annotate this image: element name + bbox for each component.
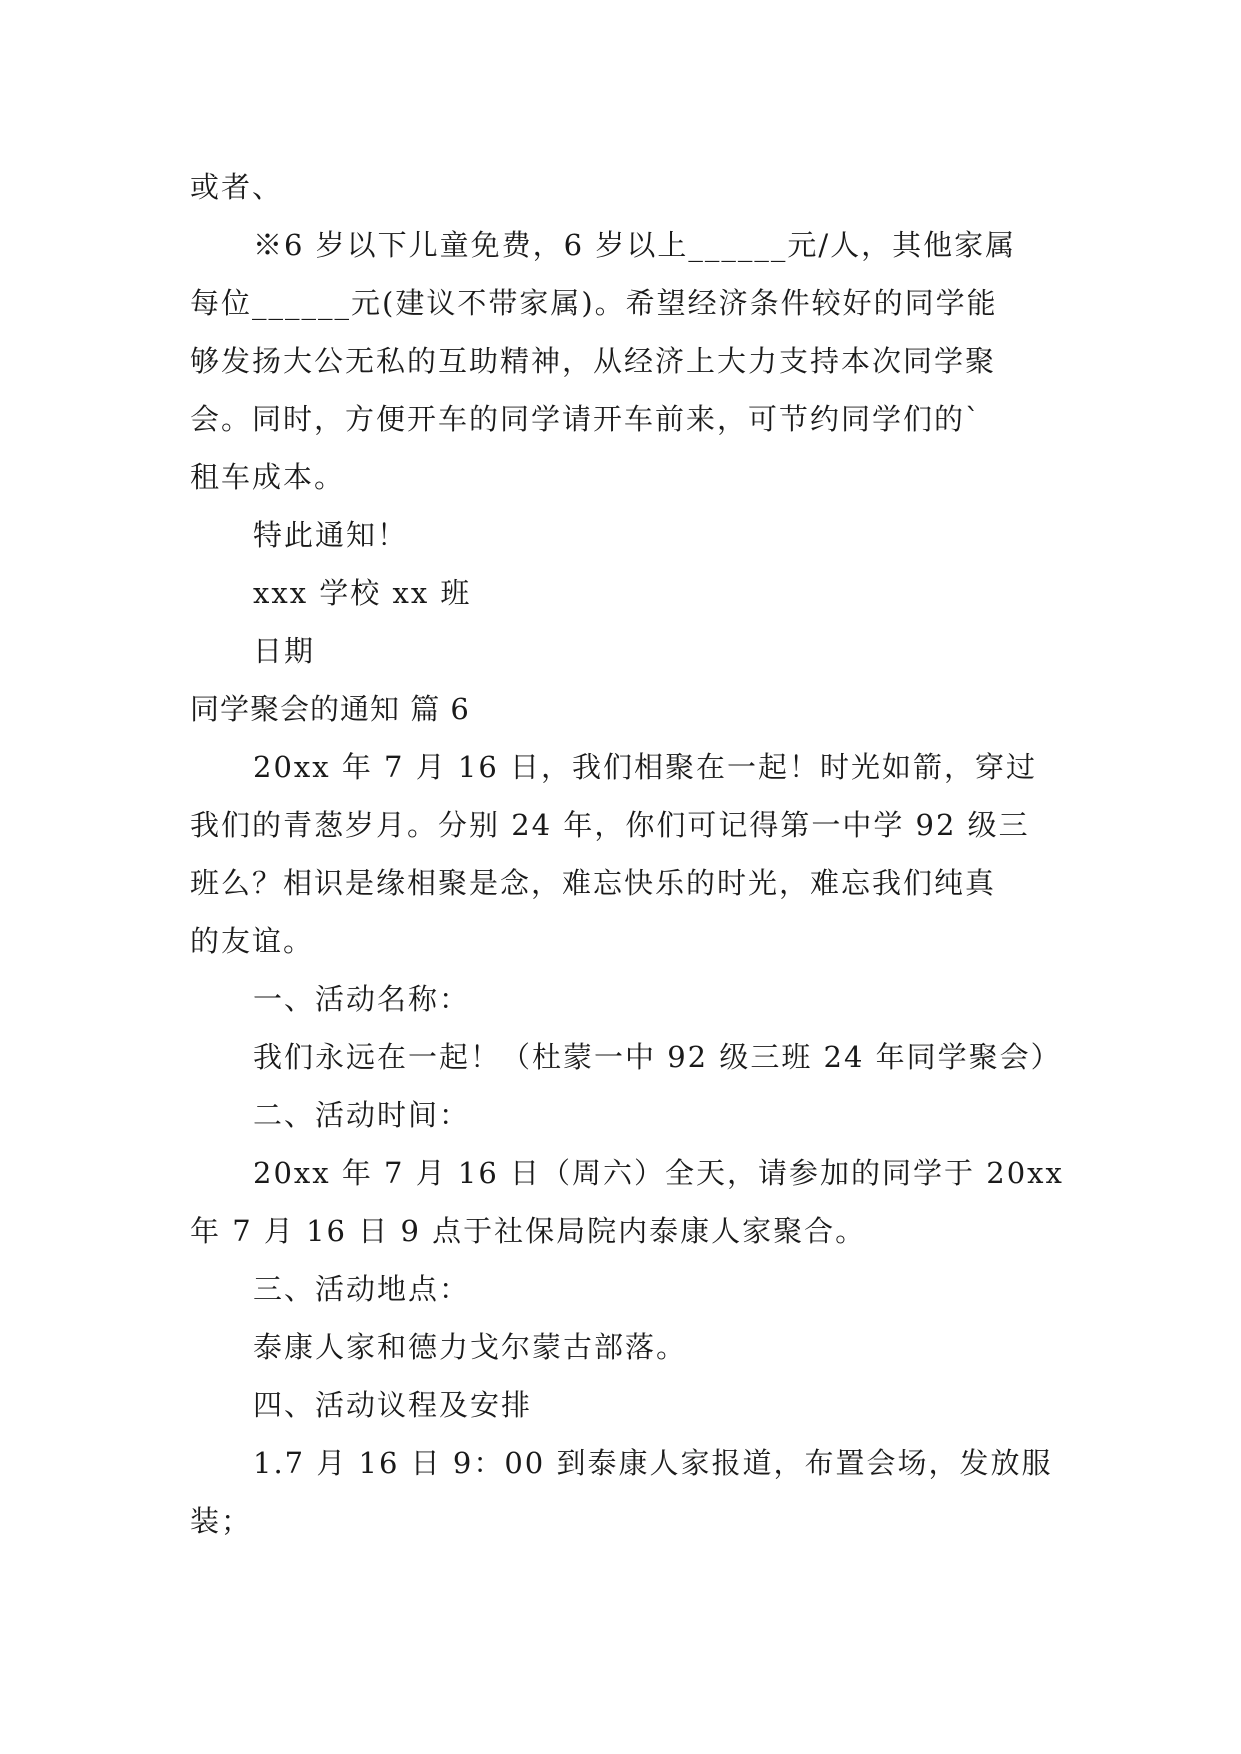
activity-name-heading: 一、活动名称：: [253, 982, 471, 1016]
activity-time-heading: 二、活动时间：: [253, 1098, 471, 1132]
notice-closing: 特此通知！: [253, 518, 409, 552]
paragraph-line-fees-cont-3: 会。同时，方便开车的同学请开车前来，可节约同学们的`: [190, 402, 982, 436]
intro-line-3: 班么？相识是缘相聚是念，难忘快乐的时光，难忘我们纯真: [190, 866, 997, 900]
agenda-heading: 四、活动议程及安排: [253, 1388, 533, 1422]
paragraph-line-fees-cont-4: 租车成本。: [190, 460, 346, 494]
activity-time-value-2: 年 7 月 16 日 9 点于社保局院内泰康人家聚合。: [190, 1214, 867, 1248]
section-title: 同学聚会的通知 篇 6: [190, 692, 470, 726]
agenda-item-1-cont: 装；: [190, 1504, 253, 1538]
paragraph-line-fees-cont-1: 每位______元(建议不带家属)。希望经济条件较好的同学能: [190, 286, 998, 320]
intro-line-4: 的友谊。: [190, 924, 315, 958]
activity-place-heading: 三、活动地点：: [253, 1272, 471, 1306]
paragraph-line-or: 或者、: [190, 170, 284, 204]
intro-line-1: 20xx 年 7 月 16 日，我们相聚在一起！时光如箭，穿过: [253, 750, 1038, 784]
paragraph-line-fees-cont-2: 够发扬大公无私的互助精神，从经济上大力支持本次同学聚: [190, 344, 997, 378]
intro-line-2: 我们的青葱岁月。分别 24 年，你们可记得第一中学 92 级三: [190, 808, 1030, 842]
activity-time-value-1: 20xx 年 7 月 16 日（周六）全天，请参加的同学于 20xx: [253, 1156, 1064, 1190]
paragraph-line-fees: ※6 岁以下儿童免费，6 岁以上______元/人，其他家属: [253, 228, 1017, 262]
agenda-item-1: 1.7 月 16 日 9：00 到泰康人家报道，布置会场，发放服: [253, 1446, 1053, 1480]
document-body: [190, 158, 1064, 1550]
activity-place-value: 泰康人家和德力戈尔蒙古部落。: [253, 1330, 688, 1364]
signature-school: xxx 学校 xx 班: [253, 576, 472, 610]
activity-name-value: 我们永远在一起！（杜蒙一中 92 级三班 24 年同学聚会）: [253, 1040, 1062, 1074]
signature-date: 日期: [253, 634, 316, 668]
